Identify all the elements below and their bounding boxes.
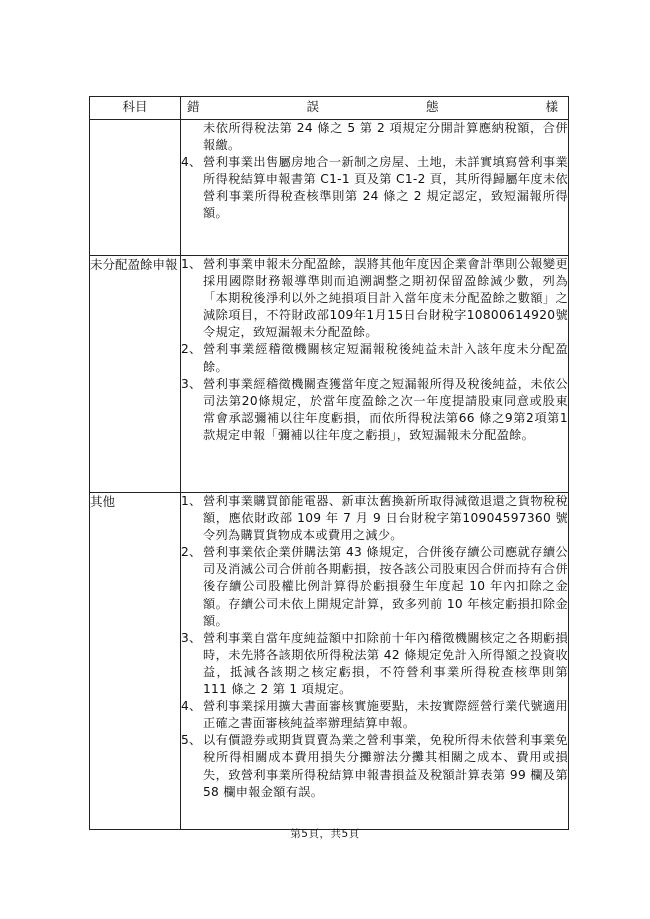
error-pattern-table <box>89 96 569 830</box>
list-item <box>181 256 568 341</box>
item-number: 1、 <box>181 494 202 508</box>
header-char: 錯 <box>187 99 200 114</box>
header-error-pattern <box>181 97 569 120</box>
item-text: 營利事業採用擴大書面審核實施要點，未按實際經營行業代號適用正確之書面審核純益率辦理結算申報。 <box>203 699 568 731</box>
item-text: 以有價證券或期貨買賣為業之營利事業，免稅所得未依營利事業免稅所得相關成本費用損失分攤辦法分攤其相關之成本、費用或損失，致營利事業所得稅結算申報書損益及稅額計算表第 99 欄及第 58 欄申報金額有誤。 <box>203 733 568 799</box>
item-number: 2、 <box>181 342 202 357</box>
page-number: 第5頁，共5頁 <box>290 828 360 840</box>
list-item <box>181 732 568 800</box>
list-item <box>181 698 568 732</box>
header-subject: 科目 <box>90 97 181 120</box>
list-item <box>181 154 568 222</box>
item-text: 營利事業經稽徵機關核定短漏報稅後純益未計入該年度未分配盈餘。 <box>203 342 568 374</box>
list-item <box>181 493 568 544</box>
table-row <box>90 256 569 493</box>
item-number: 3、 <box>181 630 202 645</box>
item-number: 3、 <box>181 376 202 391</box>
item-text: 營利事業出售屬房地合一新制之房屋、土地，未詳實填寫營利事業所得稅結算申報書第 C1-1 頁及第 C1-2 頁，其所得歸屬年度未依營利事業所得稅查核準則第 24 條之 2 規定認定，致短漏報所得額。 <box>203 155 568 221</box>
item-number: 1、 <box>181 257 202 271</box>
item-text: 營利事業申報未分配盈餘，誤將其他年度因企業會計準則公報變更採用國際財務報導準則而追溯調整之期初保留盈餘減少數，列為「本期稅後淨利以外之純損項目計入當年度未分配盈餘之數額」之減除項目，不符財政部109年1月15日台財稅字10800614920號令規定，致短漏報未分配盈餘。 <box>203 257 568 340</box>
list-item <box>181 376 568 444</box>
table-header-row <box>90 97 569 120</box>
continued-text: 未依所得稅法第 24 條之 5 第 2 項規定分開計算應納稅額，合併報繳。 <box>203 121 568 153</box>
header-char: 誤 <box>306 99 319 114</box>
table-row <box>90 493 569 830</box>
item-text: 營利事業依企業併購法第 43 條規定，合併後存續公司應就存續公司及消滅公司合併前各期虧損，按各該公司股東因合併而持有合併後存續公司股權比例計算得於虧損發生年度起 10 年內扣除之金額。存續公司未依上開規定計算，致多列前 10 年核定虧損扣除金額。 <box>203 545 568 628</box>
item-number: 5、 <box>181 733 202 748</box>
category-cell: 其他 <box>90 493 181 830</box>
list-item <box>181 341 568 375</box>
item-text: 營利事業自當年度純益額中扣除前十年內稽徵機關核定之各期虧損時，未先將各該期依所得稅法第 42 條規定免計入所得額之投資收益，抵減各該期之核定虧損，不符營利事業所得稅查核準則第 111 條之 2 第 1 項規定。 <box>203 630 568 697</box>
list-item <box>181 630 568 698</box>
item-number: 4、 <box>181 155 202 170</box>
content-cell <box>181 493 569 830</box>
category-cell: 未分配盈餘申報 <box>90 256 181 493</box>
header-char: 態 <box>425 99 439 114</box>
header-char: 樣 <box>545 99 558 114</box>
item-number: 4、 <box>181 699 202 714</box>
item-number: 2、 <box>181 545 202 560</box>
item-text: 營利事業經稽徵機關查獲當年度之短漏報所得及稅後純益，未依公司法第20條規定，於當年度盈餘之次一年度提請股東同意或股東常會承認彌補以往年度虧損，而依所得稅法第66 條之9第2項第1款規定申報「彌補以往年度之虧損」，致短漏報未分配盈餘。 <box>203 376 568 442</box>
category-cell <box>90 120 181 256</box>
item-text: 營利事業購買節能電器、新車汰舊換新所取得減徵退還之貨物稅稅額，應依財政部 109 年 7 月 9 日台財稅字第10904597360 號令列為購買貨物成本或費用之減少。 <box>203 494 568 543</box>
list-item <box>181 544 568 629</box>
table-row <box>90 120 569 256</box>
content-cell <box>181 256 569 493</box>
content-cell <box>181 120 569 256</box>
